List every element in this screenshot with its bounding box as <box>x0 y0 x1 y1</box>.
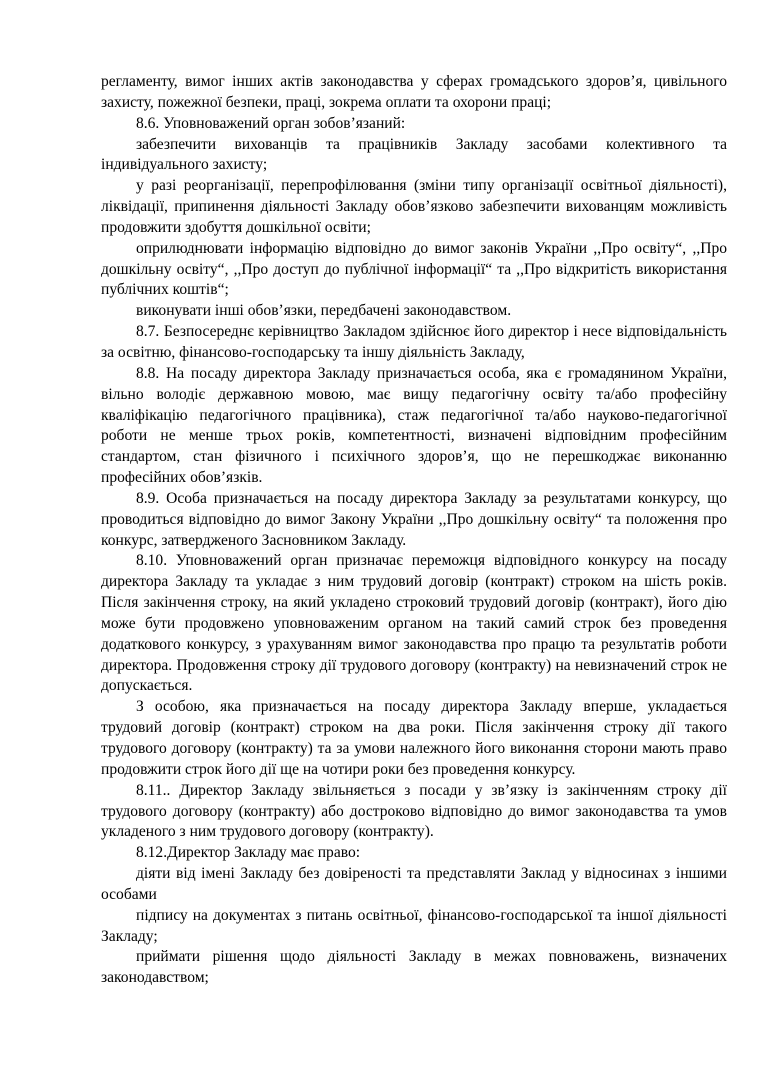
paragraph: 8.12.Директор Закладу має право: <box>136 844 361 862</box>
paragraph: діяти від імені Закладу без довіреності та представляти Заклад у відносинах з іншими особами <box>101 865 727 903</box>
document-page <box>101 72 727 989</box>
paragraph: 8.11.. Директор Закладу звільняється з посади у зв’язку із закінченням строку дії трудового договору (контракту) або достроково відповідно до вимог законодавства та умов укладеного з ним трудового договору (контракту). <box>101 781 727 841</box>
paragraph: приймати рішення щодо діяльності Закладу в межах повноважень, визначених законодавством; <box>101 948 727 987</box>
paragraph: 8.7. Безпосереднє керівництво Закладом здійснює його директор і несе відповідальність за освітню, фінансово-господарську та іншу діяльність Закладу, <box>101 323 727 361</box>
paragraph: забезпечити вихованців та працівників Закладу засобами колективного та індивідуального захисту; <box>101 135 727 174</box>
paragraph: З особою, яка призначається на посаду директора Закладу вперше, укладається трудовий договір (контракт) строком на два роки. Після закінчення строку дії такого трудового договору (контракту) та за умови належного його виконання сторони мають право продовжити строк його дії ще на чотири роки без проведення конкурсу. <box>101 698 727 778</box>
paragraph: 8.8. На посаду директора Закладу призначається особа, яка є громадянином України, вільно володіє державною мовою, має вищу педагогічну освіту та/або професійну кваліфікацію педагогічного працівника), стаж педагогічної та/або науково-педагогічної роботи не менше трьох років, компетентності, визначені відповідним професійним стандартом, стан фізичного і психічного здоров’я, що не перешкоджає виконанню професійних обов’язків. <box>101 364 727 487</box>
paragraph: виконувати інші обов’язки, передбачені законодавством. <box>136 302 512 320</box>
paragraph: підпису на документах з питань освітньої, фінансово-господарської та іншої діяльності Закладу; <box>101 906 727 945</box>
paragraph: регламенту, вимог інших актів законодавства у сферах громадського здоров’я, цивільного захисту, пожежної безпеки, праці, зокрема оплати та охорони праці; <box>101 73 727 111</box>
paragraph: 8.10. Уповноважений орган призначає переможця відповідного конкурсу на посаду директора Закладу та укладає з ним трудовий договір (контракт) строком на шість років. Після закінчення строку, на який укладено строковий трудовий договір (контракт), його дію може бути продовжено уповноваженим органом на такий самий строк без проведення додаткового конкурсу, з урахуванням вимог законодавства про працю та результатів роботи директора. Продовження строку дії трудового договору (контракту) на невизначений строк не допускається. <box>101 552 727 695</box>
paragraph: оприлюднювати інформацію відповідно до вимог законів України ,,Про освіту“, ,,Про дошкільну освіту“, ,,Про доступ до публічної інформації“ та ,,Про відкритість використання публічних коштів“; <box>101 239 727 299</box>
paragraph: у разі реорганізації, перепрофілювання (зміни типу організації освітньої діяльності), ліквідації, припинення діяльності Закладу обов’язково забезпечити вихованцям можливість продовжити здобуття дошкільної освіти; <box>101 177 727 236</box>
paragraph: 8.9. Особа призначається на посаду директора Закладу за результатами конкурсу, що проводиться відповідно до вимог Закону України ,,Про дошкільну освіту“ та положення про конкурс, затвердженого Засновником Закладу. <box>101 489 727 549</box>
paragraph: 8.6. Уповноважений орган зобов’язаний: <box>136 114 406 132</box>
